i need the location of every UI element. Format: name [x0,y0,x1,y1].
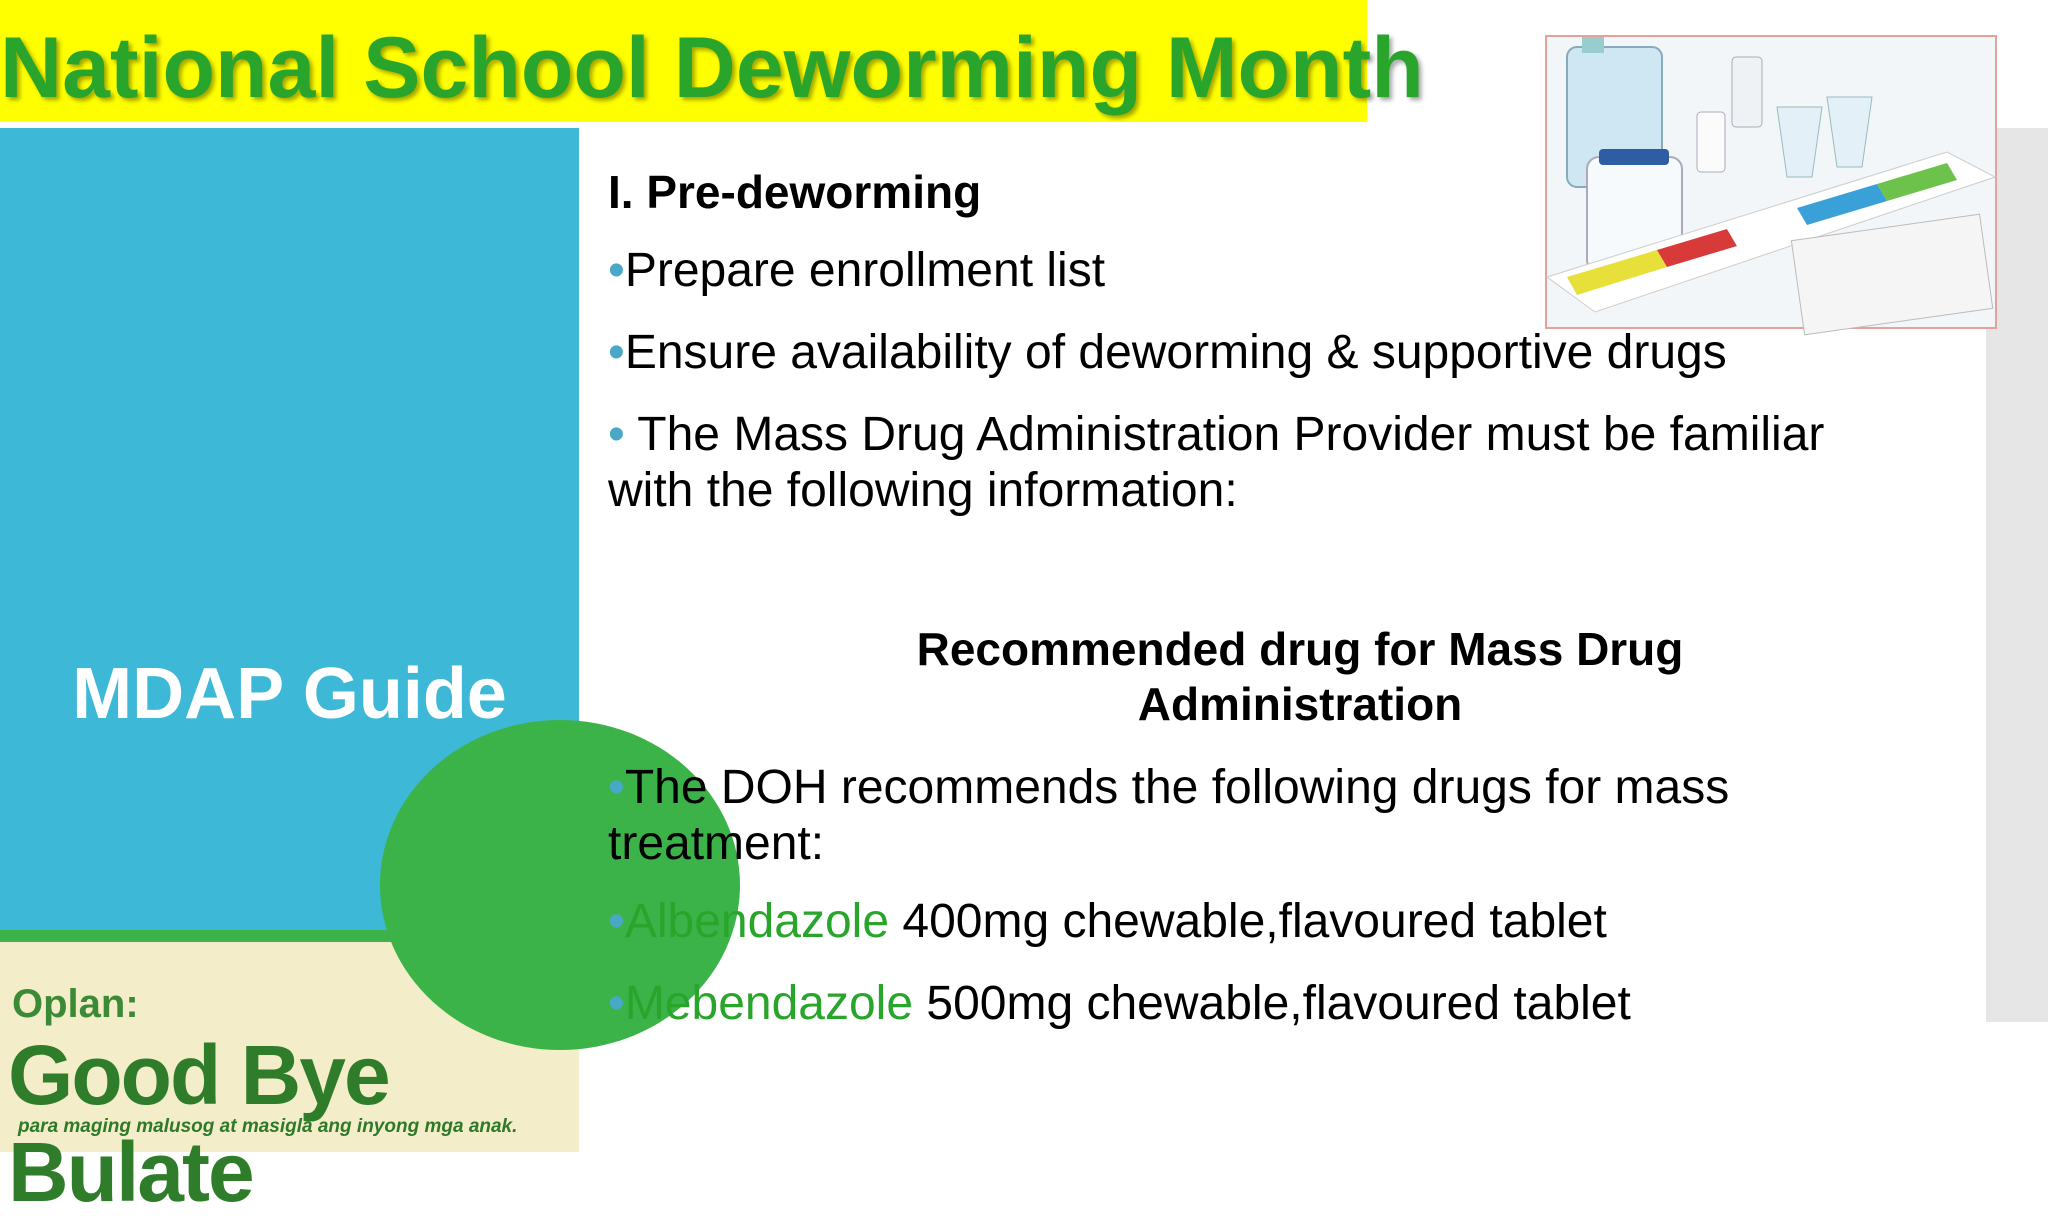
drug-detail: 400mg chewable,flavoured tablet [889,895,1607,948]
bullet-text: Prepare enrollment list [624,244,1106,297]
bullet-text: The DOH recommends the following drugs for mass treatment: [608,761,1730,870]
page-title: National School Deworming Month [0,20,1424,116]
logo-tagline: para maging malusog at masigla ang inyong mga anak. [18,1116,518,1137]
drug-name: Mebendazole [624,977,914,1030]
section-heading: I. Pre-deworming [608,166,982,218]
bullet-item [608,407,1848,519]
drug-item [608,976,1631,1032]
oplan-logo [0,930,579,1219]
logo-oplan-text: Oplan: [12,982,139,1026]
section-subheading: Recommended drug for Mass Drug Administration [916,623,1684,730]
bullet-dot: • [608,977,625,1030]
bullet-dot: • [608,326,625,379]
bullet-dot: • [608,244,625,297]
bullet-item [608,760,1888,872]
medicine-illustration [1545,35,1997,329]
bullet-item [608,243,1105,299]
drug-detail: 500mg chewable,flavoured tablet [913,977,1631,1030]
bullet-dot: • [608,408,625,461]
bullet-text: Ensure availability of deworming & supportive drugs [624,326,1727,379]
bullet-item [608,325,1727,381]
bullet-dot: • [608,895,625,948]
medicine-illustration-svg [1547,37,1995,327]
side-title: MDAP Guide [72,654,507,734]
drug-item [608,894,1607,950]
bullet-text: The Mass Drug Administration Provider must be familiar with the following information: [608,408,1825,517]
drug-name: Albendazole [624,895,890,948]
bullet-dot: • [608,761,625,814]
logo-main-text: Good Bye Bulate [8,1028,389,1219]
